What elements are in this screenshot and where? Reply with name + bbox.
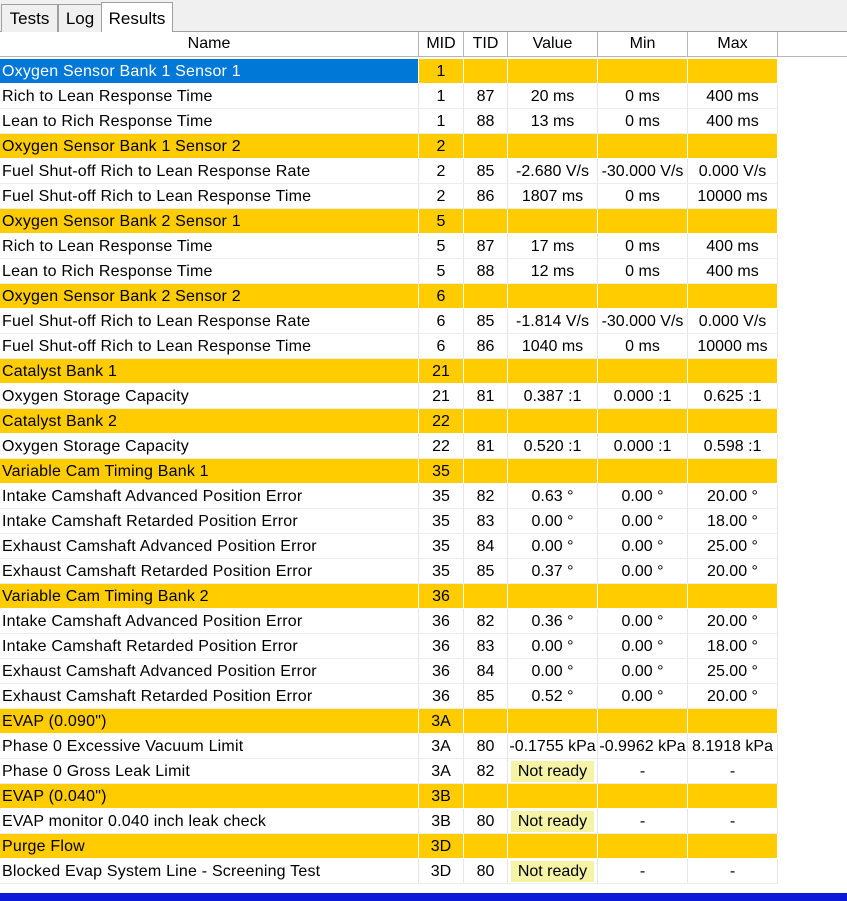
- table-row[interactable]: [0, 334, 779, 359]
- column-header-min[interactable]: Min: [598, 32, 688, 56]
- table-row[interactable]: [0, 384, 779, 409]
- cell-mid: 35: [419, 484, 464, 509]
- cell-max: 20.00 °: [688, 484, 778, 509]
- cell-max: 400 ms: [688, 84, 778, 109]
- cell-mid: 21: [419, 384, 464, 409]
- cell-tid: [464, 709, 508, 734]
- cell-min: [598, 409, 688, 434]
- cell-min: 0.00 °: [598, 484, 688, 509]
- cell-name: Variable Cam Timing Bank 1: [0, 459, 419, 484]
- cell-min: -30.000 V/s: [598, 159, 688, 184]
- cell-tid: 80: [464, 859, 508, 884]
- cell-max: 400 ms: [688, 109, 778, 134]
- cell-mid: 5: [419, 259, 464, 284]
- cell-mid: 35: [419, 509, 464, 534]
- cell-tid: 87: [464, 234, 508, 259]
- cell-tid: 86: [464, 184, 508, 209]
- table-row[interactable]: [0, 509, 779, 534]
- cell-name: EVAP (0.040"): [0, 784, 419, 809]
- cell-min: 0.00 °: [598, 684, 688, 709]
- cell-max: [688, 284, 778, 309]
- cell-min: [598, 209, 688, 234]
- cell-name: Fuel Shut-off Rich to Lean Response Rate: [0, 159, 419, 184]
- cell-max: 20.00 °: [688, 684, 778, 709]
- cell-mid: 2: [419, 159, 464, 184]
- cell-name: Fuel Shut-off Rich to Lean Response Rate: [0, 309, 419, 334]
- cell-max: -: [688, 859, 778, 884]
- group-row[interactable]: [0, 834, 779, 859]
- cell-name: Oxygen Sensor Bank 1 Sensor 2: [0, 134, 419, 159]
- cell-min: [598, 284, 688, 309]
- cell-mid: 35: [419, 559, 464, 584]
- cell-min: -: [598, 859, 688, 884]
- column-header-value[interactable]: Value: [508, 32, 598, 56]
- cell-max: -: [688, 809, 778, 834]
- column-header-name[interactable]: Name: [0, 32, 419, 56]
- cell-mid: 6: [419, 284, 464, 309]
- bottom-status-bar: [0, 893, 847, 901]
- cell-min: 0 ms: [598, 234, 688, 259]
- cell-max: [688, 134, 778, 159]
- cell-max: 10000 ms: [688, 184, 778, 209]
- not-ready-badge: Not ready: [511, 761, 594, 782]
- cell-max: [688, 709, 778, 734]
- cell-mid: 36: [419, 634, 464, 659]
- cell-min: [598, 359, 688, 384]
- cell-mid: 3B: [419, 809, 464, 834]
- cell-value: [508, 359, 598, 384]
- cell-mid: 22: [419, 434, 464, 459]
- cell-min: 0.00 °: [598, 559, 688, 584]
- cell-tid: 88: [464, 109, 508, 134]
- cell-mid: 3D: [419, 859, 464, 884]
- cell-name: Rich to Lean Response Time: [0, 84, 419, 109]
- cell-name: Phase 0 Gross Leak Limit: [0, 759, 419, 784]
- cell-tid: 83: [464, 509, 508, 534]
- cell-value: 0.00 °: [508, 534, 598, 559]
- cell-max: 0.598 :1: [688, 434, 778, 459]
- cell-tid: 84: [464, 534, 508, 559]
- cell-mid: 21: [419, 359, 464, 384]
- cell-mid: 3B: [419, 784, 464, 809]
- table-row[interactable]: [0, 84, 779, 109]
- table-row[interactable]: [0, 684, 779, 709]
- cell-max: 25.00 °: [688, 659, 778, 684]
- cell-min: 0.00 °: [598, 634, 688, 659]
- cell-min: [598, 459, 688, 484]
- column-header-max[interactable]: Max: [688, 32, 778, 56]
- cell-tid: 86: [464, 334, 508, 359]
- cell-tid: 87: [464, 84, 508, 109]
- cell-tid: 88: [464, 259, 508, 284]
- cell-mid: 35: [419, 459, 464, 484]
- cell-mid: 3D: [419, 834, 464, 859]
- cell-value: 0.00 °: [508, 634, 598, 659]
- cell-max: 0.625 :1: [688, 384, 778, 409]
- cell-mid: 5: [419, 234, 464, 259]
- cell-value: [508, 134, 598, 159]
- cell-max: [688, 459, 778, 484]
- cell-mid: 1: [419, 59, 464, 84]
- cell-tid: 85: [464, 684, 508, 709]
- cell-tid: 81: [464, 434, 508, 459]
- cell-tid: [464, 834, 508, 859]
- cell-name: Blocked Evap System Line - Screening Test: [0, 859, 419, 884]
- cell-max: 25.00 °: [688, 534, 778, 559]
- results-table: [0, 59, 779, 884]
- cell-value: 0.37 °: [508, 559, 598, 584]
- group-row[interactable]: [0, 359, 779, 384]
- cell-tid: [464, 409, 508, 434]
- cell-name: Variable Cam Timing Bank 2: [0, 584, 419, 609]
- group-row[interactable]: [0, 284, 779, 309]
- cell-min: [598, 834, 688, 859]
- table-row[interactable]: [0, 634, 779, 659]
- cell-value: [508, 834, 598, 859]
- cell-name: Intake Camshaft Retarded Position Error: [0, 634, 419, 659]
- cell-mid: 36: [419, 609, 464, 634]
- table-row[interactable]: [0, 259, 779, 284]
- cell-mid: 2: [419, 134, 464, 159]
- not-ready-badge: Not ready: [511, 861, 594, 882]
- cell-name: Lean to Rich Response Time: [0, 109, 419, 134]
- cell-value: [508, 284, 598, 309]
- cell-name: EVAP monitor 0.040 inch leak check: [0, 809, 419, 834]
- tab-results[interactable]: Results: [101, 2, 173, 33]
- cell-name: Phase 0 Excessive Vacuum Limit: [0, 734, 419, 759]
- cell-value: 0.00 °: [508, 659, 598, 684]
- cell-value: [508, 584, 598, 609]
- cell-tid: 82: [464, 609, 508, 634]
- cell-value: 0.63 °: [508, 484, 598, 509]
- cell-tid: [464, 134, 508, 159]
- cell-name: Exhaust Camshaft Advanced Position Error: [0, 659, 419, 684]
- cell-min: 0 ms: [598, 334, 688, 359]
- cell-value: 1040 ms: [508, 334, 598, 359]
- cell-max: 18.00 °: [688, 634, 778, 659]
- cell-value: 20 ms: [508, 84, 598, 109]
- cell-max: [688, 834, 778, 859]
- column-header-tid[interactable]: TID: [464, 32, 508, 56]
- cell-min: [598, 784, 688, 809]
- cell-min: 0.000 :1: [598, 384, 688, 409]
- cell-min: [598, 134, 688, 159]
- cell-name: Purge Flow: [0, 834, 419, 859]
- table-row[interactable]: [0, 159, 779, 184]
- cell-max: 0.000 V/s: [688, 159, 778, 184]
- table-row[interactable]: [0, 234, 779, 259]
- table-row[interactable]: [0, 609, 779, 634]
- cell-name: Rich to Lean Response Time: [0, 234, 419, 259]
- cell-name: Catalyst Bank 1: [0, 359, 419, 384]
- cell-mid: 6: [419, 334, 464, 359]
- cell-mid: 22: [419, 409, 464, 434]
- cell-mid: 3A: [419, 734, 464, 759]
- cell-max: [688, 59, 778, 84]
- cell-tid: [464, 584, 508, 609]
- table-row[interactable]: [0, 309, 779, 334]
- cell-min: -30.000 V/s: [598, 309, 688, 334]
- table-row[interactable]: [0, 809, 779, 834]
- cell-max: [688, 584, 778, 609]
- cell-tid: [464, 359, 508, 384]
- cell-name: Oxygen Storage Capacity: [0, 384, 419, 409]
- cell-name: Intake Camshaft Retarded Position Error: [0, 509, 419, 534]
- table-row[interactable]: [0, 759, 779, 784]
- cell-mid: 3A: [419, 709, 464, 734]
- group-row[interactable]: [0, 59, 779, 84]
- cell-value: 0.52 °: [508, 684, 598, 709]
- table-row[interactable]: [0, 109, 779, 134]
- cell-mid: 2: [419, 184, 464, 209]
- cell-min: 0.00 °: [598, 609, 688, 634]
- cell-value: 0.387 :1: [508, 384, 598, 409]
- cell-min: 0 ms: [598, 184, 688, 209]
- table-row[interactable]: [0, 184, 779, 209]
- cell-name: Lean to Rich Response Time: [0, 259, 419, 284]
- table-row[interactable]: [0, 434, 779, 459]
- cell-name: Exhaust Camshaft Retarded Position Error: [0, 684, 419, 709]
- cell-tid: 82: [464, 759, 508, 784]
- cell-max: [688, 209, 778, 234]
- group-row[interactable]: [0, 409, 779, 434]
- table-row[interactable]: [0, 534, 779, 559]
- cell-value: [508, 709, 598, 734]
- cell-value: [508, 759, 598, 784]
- cell-name: Oxygen Sensor Bank 1 Sensor 1: [0, 59, 419, 84]
- not-ready-badge: Not ready: [511, 811, 594, 832]
- group-row[interactable]: [0, 784, 779, 809]
- cell-max: [688, 359, 778, 384]
- cell-mid: 36: [419, 659, 464, 684]
- cell-value: [508, 59, 598, 84]
- cell-name: Intake Camshaft Advanced Position Error: [0, 609, 419, 634]
- group-row[interactable]: [0, 584, 779, 609]
- cell-name: Oxygen Sensor Bank 2 Sensor 1: [0, 209, 419, 234]
- cell-value: 13 ms: [508, 109, 598, 134]
- table-row[interactable]: [0, 484, 779, 509]
- cell-min: [598, 59, 688, 84]
- cell-min: 0 ms: [598, 109, 688, 134]
- cell-max: 20.00 °: [688, 609, 778, 634]
- cell-value: [508, 209, 598, 234]
- cell-name: Exhaust Camshaft Retarded Position Error: [0, 559, 419, 584]
- cell-max: 20.00 °: [688, 559, 778, 584]
- cell-min: -0.9962 kPa: [598, 734, 688, 759]
- cell-name: Catalyst Bank 2: [0, 409, 419, 434]
- cell-max: -: [688, 759, 778, 784]
- cell-max: 400 ms: [688, 234, 778, 259]
- tab-tests[interactable]: Tests: [1, 4, 58, 32]
- cell-tid: [464, 459, 508, 484]
- cell-name: Exhaust Camshaft Advanced Position Error: [0, 534, 419, 559]
- cell-tid: 80: [464, 809, 508, 834]
- cell-min: 0.000 :1: [598, 434, 688, 459]
- cell-max: [688, 409, 778, 434]
- cell-mid: 1: [419, 84, 464, 109]
- cell-mid: 36: [419, 684, 464, 709]
- cell-mid: 1: [419, 109, 464, 134]
- cell-tid: 85: [464, 559, 508, 584]
- cell-value: [508, 784, 598, 809]
- cell-mid: 6: [419, 309, 464, 334]
- cell-max: 8.1918 kPa: [688, 734, 778, 759]
- cell-name: EVAP (0.090"): [0, 709, 419, 734]
- cell-tid: 83: [464, 634, 508, 659]
- cell-min: [598, 584, 688, 609]
- group-row[interactable]: [0, 209, 779, 234]
- cell-max: 18.00 °: [688, 509, 778, 534]
- group-row[interactable]: [0, 459, 779, 484]
- cell-name: Intake Camshaft Advanced Position Error: [0, 484, 419, 509]
- cell-max: 0.000 V/s: [688, 309, 778, 334]
- cell-value: 0.00 °: [508, 509, 598, 534]
- table-row[interactable]: [0, 659, 779, 684]
- table-row[interactable]: [0, 859, 779, 884]
- cell-value: 0.520 :1: [508, 434, 598, 459]
- cell-value: 0.36 °: [508, 609, 598, 634]
- cell-min: 0.00 °: [598, 659, 688, 684]
- cell-value: [508, 859, 598, 884]
- table-row[interactable]: [0, 734, 779, 759]
- cell-name: Oxygen Sensor Bank 2 Sensor 2: [0, 284, 419, 309]
- cell-max: 400 ms: [688, 259, 778, 284]
- cell-tid: 80: [464, 734, 508, 759]
- table-row[interactable]: [0, 559, 779, 584]
- cell-mid: 5: [419, 209, 464, 234]
- cell-tid: [464, 59, 508, 84]
- cell-tid: [464, 784, 508, 809]
- cell-value: 12 ms: [508, 259, 598, 284]
- cell-min: 0.00 °: [598, 534, 688, 559]
- cell-value: [508, 809, 598, 834]
- cell-min: -: [598, 809, 688, 834]
- cell-value: 1807 ms: [508, 184, 598, 209]
- group-row[interactable]: [0, 709, 779, 734]
- cell-tid: [464, 284, 508, 309]
- cell-max: 10000 ms: [688, 334, 778, 359]
- cell-tid: [464, 209, 508, 234]
- cell-mid: 3A: [419, 759, 464, 784]
- table-header: [0, 32, 847, 57]
- cell-tid: 85: [464, 159, 508, 184]
- tab-log[interactable]: Log: [58, 4, 102, 32]
- cell-min: 0.00 °: [598, 509, 688, 534]
- cell-value: 17 ms: [508, 234, 598, 259]
- cell-mid: 35: [419, 534, 464, 559]
- cell-tid: 84: [464, 659, 508, 684]
- cell-tid: 82: [464, 484, 508, 509]
- cell-value: -1.814 V/s: [508, 309, 598, 334]
- cell-min: 0 ms: [598, 84, 688, 109]
- cell-mid: 36: [419, 584, 464, 609]
- cell-value: [508, 409, 598, 434]
- cell-tid: 85: [464, 309, 508, 334]
- group-row[interactable]: [0, 134, 779, 159]
- cell-value: -0.1755 kPa: [508, 734, 598, 759]
- column-header-mid[interactable]: MID: [419, 32, 464, 56]
- cell-min: [598, 709, 688, 734]
- cell-name: Fuel Shut-off Rich to Lean Response Time: [0, 184, 419, 209]
- cell-tid: 81: [464, 384, 508, 409]
- cell-value: [508, 459, 598, 484]
- cell-min: -: [598, 759, 688, 784]
- cell-value: -2.680 V/s: [508, 159, 598, 184]
- tab-bar: [0, 0, 847, 32]
- cell-name: Fuel Shut-off Rich to Lean Response Time: [0, 334, 419, 359]
- cell-min: 0 ms: [598, 259, 688, 284]
- cell-name: Oxygen Storage Capacity: [0, 434, 419, 459]
- cell-max: [688, 784, 778, 809]
